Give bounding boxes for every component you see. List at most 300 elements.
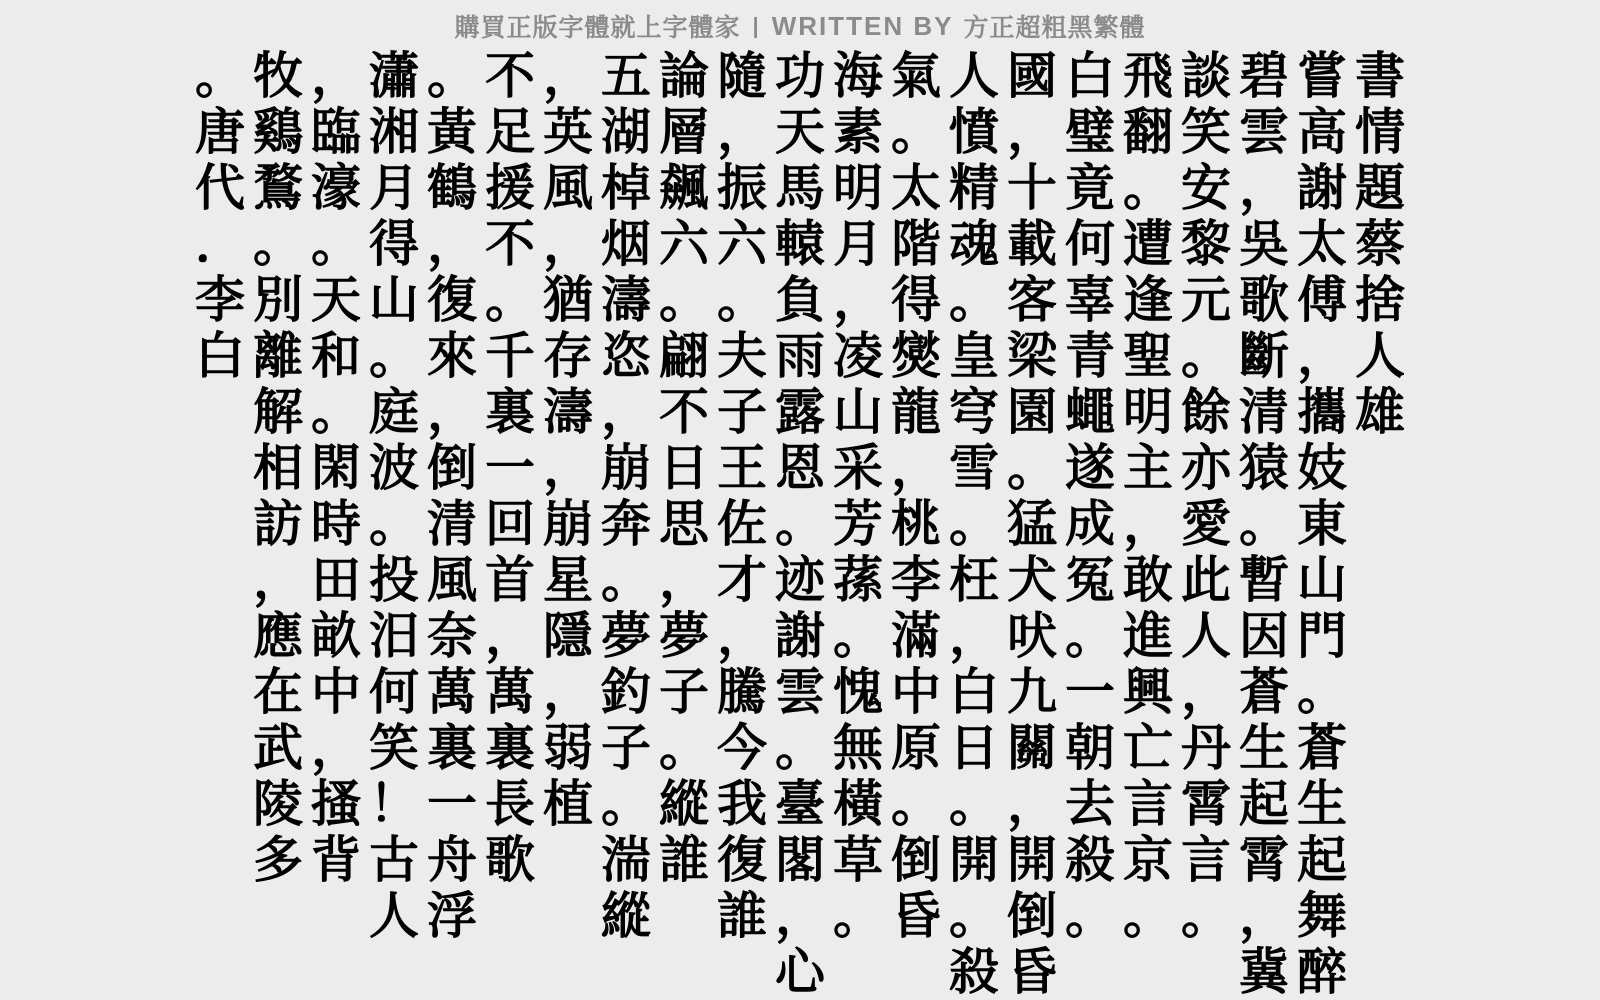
glyph: 猿 [1239, 440, 1289, 496]
glyph: 黃 [427, 104, 477, 160]
glyph: 素 [833, 104, 883, 160]
glyph: 昏 [891, 888, 941, 944]
glyph: 敢 [1123, 552, 1173, 608]
glyph: 鶴 [427, 160, 477, 216]
glyph: 萬 [485, 664, 535, 720]
glyph: 興 [1123, 664, 1173, 720]
glyph: 山 [369, 272, 419, 328]
glyph: 穹 [949, 384, 999, 440]
glyph: 關 [1007, 720, 1057, 776]
glyph: 青 [1065, 328, 1115, 384]
glyph: 山 [1297, 552, 1347, 608]
glyph: 清 [427, 496, 477, 552]
glyph: ， [311, 720, 361, 776]
glyph: 人 [1181, 608, 1231, 664]
glyph: 魂 [949, 216, 999, 272]
glyph: 蓀 [833, 552, 883, 608]
glyph: 辜 [1065, 272, 1115, 328]
glyph: 芳 [833, 496, 883, 552]
glyph: 李 [891, 552, 941, 608]
text-column [655, 48, 713, 888]
glyph: 捨 [1355, 272, 1405, 328]
text-column [829, 48, 887, 944]
glyph: 中 [891, 664, 941, 720]
glyph: 人 [369, 888, 419, 944]
glyph: 。 [949, 776, 999, 832]
glyph: ， [1007, 104, 1057, 160]
glyph: 歌 [1239, 272, 1289, 328]
glyph: 離 [253, 328, 303, 384]
glyph: 安 [1181, 160, 1231, 216]
glyph: 雲 [775, 664, 825, 720]
glyph: 瀟 [369, 48, 419, 104]
glyph: 談 [1181, 48, 1231, 104]
glyph: 子 [601, 720, 651, 776]
glyph: 振 [717, 160, 767, 216]
glyph: 烟 [601, 216, 651, 272]
glyph: 凌 [833, 328, 883, 384]
glyph: 白 [949, 664, 999, 720]
glyph: 回 [485, 496, 535, 552]
glyph: 復 [427, 272, 477, 328]
glyph: 浮 [427, 888, 477, 944]
glyph: 。 [949, 888, 999, 944]
glyph: 思 [659, 496, 709, 552]
glyph: ， [659, 552, 709, 608]
glyph: 吠 [1007, 608, 1057, 664]
glyph: ， [1123, 496, 1173, 552]
glyph: 竟 [1065, 160, 1115, 216]
glyph: 進 [1123, 608, 1173, 664]
text-column [1003, 48, 1061, 1000]
glyph: 雪 [949, 440, 999, 496]
glyph: 千 [485, 328, 535, 384]
glyph: 。 [427, 48, 477, 104]
glyph: 時 [311, 496, 361, 552]
glyph: 蔡 [1355, 216, 1405, 272]
glyph: 。 [659, 720, 709, 776]
glyph: ， [775, 888, 825, 944]
glyph: 論 [659, 48, 709, 104]
glyph: 雄 [1355, 384, 1405, 440]
glyph: 枉 [949, 552, 999, 608]
glyph: 夢 [601, 608, 651, 664]
glyph: 逢 [1123, 272, 1173, 328]
glyph: 采 [833, 440, 883, 496]
glyph: 。 [775, 496, 825, 552]
glyph: 六 [717, 216, 767, 272]
glyph: 汨 [369, 608, 419, 664]
glyph: 崩 [543, 496, 593, 552]
glyph: 倒 [1007, 888, 1057, 944]
glyph: 。 [1239, 496, 1289, 552]
glyph: 去 [1065, 776, 1115, 832]
glyph: 雨 [775, 328, 825, 384]
glyph: 清 [1239, 384, 1289, 440]
glyph: 植 [543, 776, 593, 832]
glyph: 愧 [833, 664, 883, 720]
glyph: 裏 [427, 720, 477, 776]
glyph: 。 [949, 272, 999, 328]
glyph: 言 [1181, 832, 1231, 888]
text-column [365, 48, 423, 944]
text-column [887, 48, 945, 944]
glyph: 龍 [891, 384, 941, 440]
glyph: 。 [833, 608, 883, 664]
glyph: 一 [485, 440, 535, 496]
glyph: 隨 [717, 48, 767, 104]
glyph: 璧 [1065, 104, 1115, 160]
glyph: 別 [253, 272, 303, 328]
glyph: 殺 [949, 944, 999, 1000]
glyph: 太 [891, 160, 941, 216]
glyph: 誰 [659, 832, 709, 888]
glyph: 波 [369, 440, 419, 496]
glyph: 雲 [1239, 104, 1289, 160]
glyph: 釣 [601, 664, 651, 720]
glyph: 愛 [1181, 496, 1231, 552]
glyph: 橫 [833, 776, 883, 832]
glyph: 。 [891, 104, 941, 160]
glyph: 門 [1297, 608, 1347, 664]
glyph: 翩 [659, 328, 709, 384]
glyph: 舟 [427, 832, 477, 888]
glyph: 猛 [1007, 496, 1057, 552]
glyph: 訪 [253, 496, 303, 552]
glyph: 攜 [1297, 384, 1347, 440]
glyph: 閣 [775, 832, 825, 888]
glyph: 迹 [775, 552, 825, 608]
glyph: 不 [485, 216, 535, 272]
glyph: 元 [1181, 272, 1231, 328]
glyph: 醉 [1297, 944, 1347, 1000]
glyph: 露 [775, 384, 825, 440]
glyph: 在 [253, 664, 303, 720]
text-column [1061, 48, 1119, 944]
glyph: 天 [311, 272, 361, 328]
glyph: 。 [1297, 664, 1347, 720]
glyph: 山 [833, 384, 883, 440]
glyph: 畝 [311, 608, 361, 664]
glyph: 倒 [891, 832, 941, 888]
glyph: ， [717, 608, 767, 664]
glyph: 此 [1181, 552, 1231, 608]
glyph: 亡 [1123, 720, 1173, 776]
glyph: 園 [1007, 384, 1057, 440]
glyph: 陵 [253, 776, 303, 832]
glyph: ， [1239, 160, 1289, 216]
glyph: 傅 [1297, 272, 1347, 328]
glyph: 得 [369, 216, 419, 272]
glyph: 霄 [1239, 832, 1289, 888]
glyph: 。 [891, 776, 941, 832]
glyph: 。 [1181, 888, 1231, 944]
text-column [1177, 48, 1235, 944]
glyph: 存 [543, 328, 593, 384]
glyph: 六 [659, 216, 709, 272]
glyph: 月 [369, 160, 419, 216]
glyph: 。 [949, 496, 999, 552]
glyph: 草 [833, 832, 883, 888]
glyph: 京 [1123, 832, 1173, 888]
glyph: 何 [369, 664, 419, 720]
text-column [597, 48, 655, 944]
glyph: 李 [195, 272, 245, 328]
glyph: 冤 [1065, 552, 1115, 608]
glyph: 。 [1123, 160, 1173, 216]
glyph: 海 [833, 48, 883, 104]
glyph: 縱 [601, 888, 651, 944]
glyph: 碧 [1239, 48, 1289, 104]
glyph: 言 [1123, 776, 1173, 832]
glyph: 負 [775, 272, 825, 328]
glyph: 憤 [949, 104, 999, 160]
glyph: 開 [949, 832, 999, 888]
glyph: 一 [1065, 664, 1115, 720]
glyph: 十 [1007, 160, 1057, 216]
glyph: 功 [775, 48, 825, 104]
glyph: 湖 [601, 104, 651, 160]
text-column [423, 48, 481, 944]
glyph: 犬 [1007, 552, 1057, 608]
glyph: 爕 [891, 328, 941, 384]
glyph: ， [427, 216, 477, 272]
glyph: 臨 [311, 104, 361, 160]
text-column [1235, 48, 1293, 1000]
glyph: 湘 [369, 104, 419, 160]
glyph: 東 [1297, 496, 1347, 552]
glyph: ， [543, 440, 593, 496]
glyph: ， [427, 384, 477, 440]
glyph: 原 [891, 720, 941, 776]
glyph: 昏 [1007, 944, 1057, 1000]
glyph: 嘗 [1297, 48, 1347, 104]
glyph: 丹 [1181, 720, 1231, 776]
glyph: 古 [369, 832, 419, 888]
glyph: 載 [1007, 216, 1057, 272]
glyph: 田 [311, 552, 361, 608]
glyph: ， [543, 48, 593, 104]
glyph: 首 [485, 552, 535, 608]
glyph: 。 [311, 216, 361, 272]
header-brand-text: 購買正版字體就上字體家 [454, 13, 741, 42]
glyph: 吳 [1239, 216, 1289, 272]
glyph: 鷄 [253, 104, 303, 160]
text-column [1293, 48, 1351, 1000]
glyph: ， [717, 104, 767, 160]
text-column [1351, 48, 1409, 440]
glyph: 蠅 [1065, 384, 1115, 440]
glyph: 笑 [1181, 104, 1231, 160]
glyph: ， [1239, 888, 1289, 944]
glyph: 明 [833, 160, 883, 216]
glyph: 氣 [891, 48, 941, 104]
glyph: ， [1181, 664, 1231, 720]
glyph: 生 [1297, 776, 1347, 832]
glyph: 長 [485, 776, 535, 832]
glyph: ， [543, 216, 593, 272]
glyph: 歌 [485, 832, 535, 888]
glyph: 背 [311, 832, 361, 888]
glyph: 書 [1355, 48, 1405, 104]
glyph: 遭 [1123, 216, 1173, 272]
glyph: 無 [833, 720, 883, 776]
glyph: 武 [253, 720, 303, 776]
glyph: ， [891, 440, 941, 496]
glyph: 何 [1065, 216, 1115, 272]
glyph: 代 [195, 160, 245, 216]
glyph: 唐 [195, 104, 245, 160]
glyph: 成 [1065, 496, 1115, 552]
glyph: 鶩 [253, 160, 303, 216]
glyph: 中 [311, 664, 361, 720]
glyph: 裏 [485, 720, 535, 776]
glyph: 梁 [1007, 328, 1057, 384]
glyph: 濤 [543, 384, 593, 440]
glyph: 解 [253, 384, 303, 440]
glyph: 奈 [427, 608, 477, 664]
glyph: 子 [717, 384, 767, 440]
glyph: 起 [1297, 832, 1347, 888]
glyph: 來 [427, 328, 477, 384]
glyph: 月 [833, 216, 883, 272]
glyph: 風 [427, 552, 477, 608]
glyph: 馬 [775, 160, 825, 216]
glyph: 精 [949, 160, 999, 216]
glyph: 黎 [1181, 216, 1231, 272]
glyph: 生 [1239, 720, 1289, 776]
glyph: ． [195, 216, 245, 272]
text-column [1119, 48, 1177, 944]
glyph: 萬 [427, 664, 477, 720]
text-column [481, 48, 539, 888]
glyph: 。 [659, 272, 709, 328]
glyph: 五 [601, 48, 651, 104]
glyph: 。 [195, 48, 245, 104]
text-column [539, 48, 597, 832]
glyph: 子 [659, 664, 709, 720]
glyph: 裏 [485, 384, 535, 440]
glyph: 倒 [427, 440, 477, 496]
glyph: 濤 [601, 272, 651, 328]
text-column [713, 48, 771, 944]
header-separator: | [752, 13, 760, 38]
glyph: 。 [1123, 888, 1173, 944]
glyph: 棹 [601, 160, 651, 216]
glyph: 舞 [1297, 888, 1347, 944]
glyph: 弱 [543, 720, 593, 776]
glyph: 相 [253, 440, 303, 496]
glyph: 飆 [659, 160, 709, 216]
glyph: ， [253, 552, 303, 608]
glyph: 笑 [369, 720, 419, 776]
glyph: 隱 [543, 608, 593, 664]
glyph: 多 [253, 832, 303, 888]
glyph: 王 [717, 440, 767, 496]
glyph: 開 [1007, 832, 1057, 888]
glyph: 妓 [1297, 440, 1347, 496]
glyph: 心 [775, 944, 825, 1000]
glyph: 和 [311, 328, 361, 384]
glyph: 搔 [311, 776, 361, 832]
glyph: 題 [1355, 160, 1405, 216]
glyph: 足 [485, 104, 535, 160]
header-written-by-label: WRITTEN BY [771, 10, 954, 41]
glyph: 。 [1007, 440, 1057, 496]
glyph: 夫 [717, 328, 767, 384]
text-column [945, 48, 1003, 1000]
glyph: 謝 [1297, 160, 1347, 216]
glyph: 得 [891, 272, 941, 328]
glyph: 日 [949, 720, 999, 776]
glyph: 主 [1123, 440, 1173, 496]
glyph: 。 [601, 776, 651, 832]
glyph: 。 [601, 552, 651, 608]
glyph: 星 [543, 552, 593, 608]
glyph: 。 [1065, 888, 1115, 944]
glyph: 援 [485, 160, 535, 216]
glyph: 蒼 [1297, 720, 1347, 776]
glyph: 猶 [543, 272, 593, 328]
glyph: ， [1297, 328, 1347, 384]
glyph: ， [1007, 776, 1057, 832]
glyph: 。 [775, 720, 825, 776]
glyph: 白 [195, 328, 245, 384]
glyph: 濠 [311, 160, 361, 216]
glyph: 。 [717, 272, 767, 328]
glyph: 牧 [253, 48, 303, 104]
glyph: 情 [1355, 104, 1405, 160]
glyph: 我 [717, 776, 767, 832]
glyph: 閑 [311, 440, 361, 496]
glyph: ， [833, 272, 883, 328]
text-column [307, 48, 365, 888]
glyph: 斷 [1239, 328, 1289, 384]
glyph: ， [543, 664, 593, 720]
glyph: 夢 [659, 608, 709, 664]
glyph: 日 [659, 440, 709, 496]
glyph: 蒼 [1239, 664, 1289, 720]
text-column [249, 48, 307, 888]
glyph: 縱 [659, 776, 709, 832]
glyph: 皇 [949, 328, 999, 384]
glyph: 殺 [1065, 832, 1115, 888]
glyph: ， [949, 608, 999, 664]
glyph: 人 [1355, 328, 1405, 384]
glyph: 冀 [1239, 944, 1289, 1000]
glyph: 霄 [1181, 776, 1231, 832]
glyph: 桃 [891, 496, 941, 552]
glyph: 。 [369, 496, 419, 552]
glyph: ！ [369, 776, 419, 832]
glyph: 飛 [1123, 48, 1173, 104]
glyph: 庭 [369, 384, 419, 440]
vertical-text-body [0, 48, 1600, 1000]
glyph: 應 [253, 608, 303, 664]
glyph: 不 [659, 384, 709, 440]
glyph: 層 [659, 104, 709, 160]
glyph: 投 [369, 552, 419, 608]
glyph: 謝 [775, 608, 825, 664]
glyph: 恣 [601, 328, 651, 384]
glyph: 風 [543, 160, 593, 216]
glyph: 人 [949, 48, 999, 104]
text-column [191, 48, 249, 384]
glyph: 客 [1007, 272, 1057, 328]
glyph: ， [601, 384, 651, 440]
glyph: 佐 [717, 496, 767, 552]
glyph: 朝 [1065, 720, 1115, 776]
